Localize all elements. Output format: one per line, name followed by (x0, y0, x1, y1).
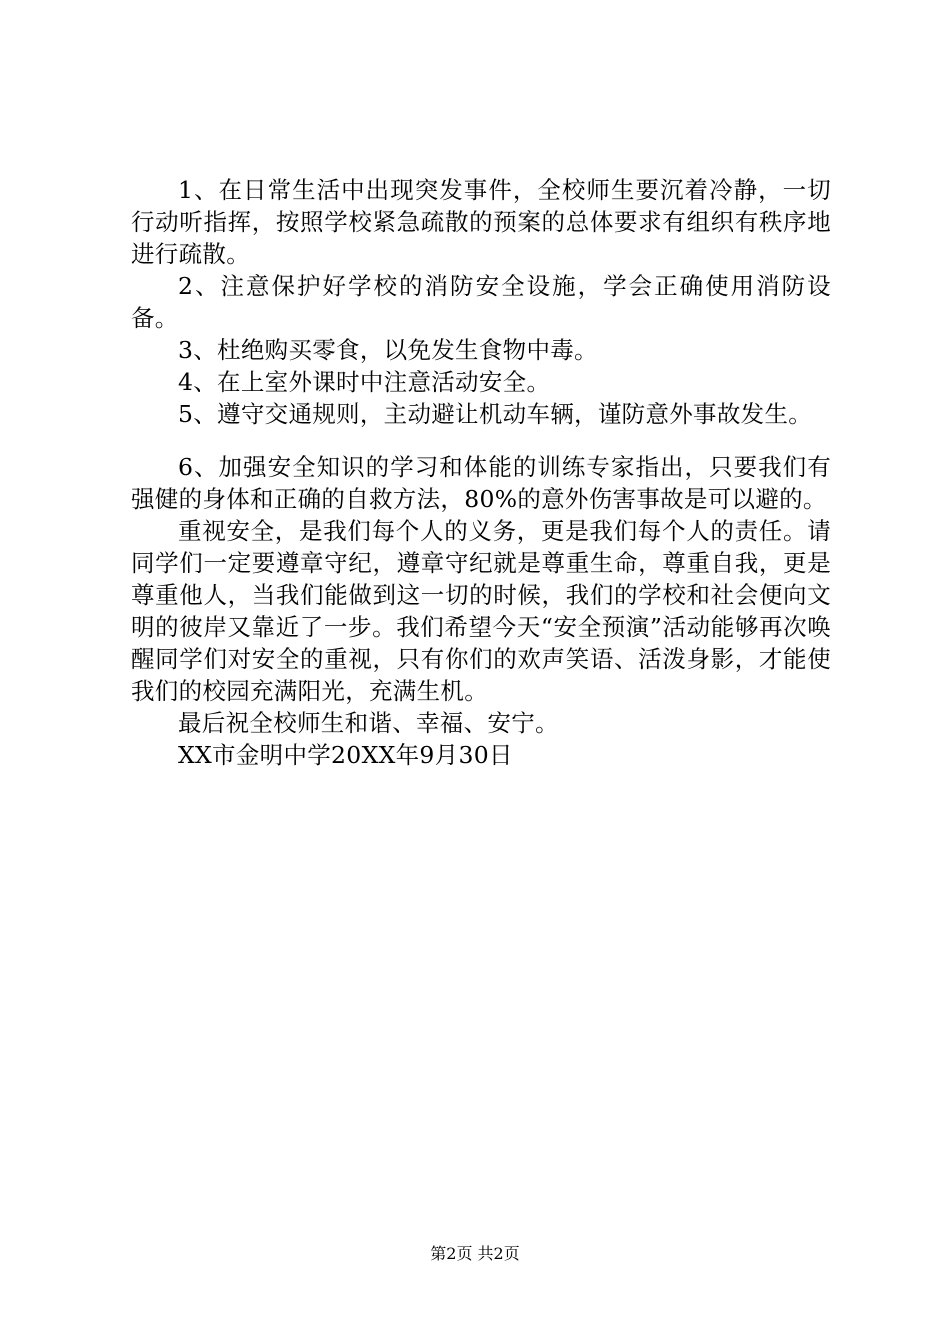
paragraph-closing-wish: 最后祝全校师生和谐、幸福、安宁。 (178, 709, 559, 737)
page-number: 第2页 共2页 (430, 1244, 520, 1263)
paragraph-item-1: 1、在日常生活中出现突发事件，全校师生要沉着冷静，一切行动听指挥，按照学校紧急疏散的预案的总体要求有组织有秩序地进行疏散。 (131, 176, 831, 268)
paragraph-item-4: 4、在上室外课时中注意活动安全。 (178, 368, 551, 396)
paragraph-item-6: 6、加强安全知识的学习和体能的训练专家指出，只要我们有强健的身体和正确的自救方法，80%的意外伤害事故是可以避的。 (131, 453, 831, 513)
paragraph-item-5: 5、遵守交通规则，主动避让机动车辆，谨防意外事故发生。 (178, 400, 813, 428)
paragraph-item-3: 3、杜绝购买零食，以免发生食物中毒。 (178, 336, 598, 364)
signature-line: XX市金明中学20XX年9月30日 (178, 741, 513, 769)
paragraph-safety-importance: 重视安全，是我们每个人的义务，更是我们每个人的责任。请同学们一定要遵章守纪，遵章守纪就是尊重生命，尊重自我，更是尊重他人，当我们能做到这一切的时候，我们的学校和社会便向文明的彼岸又靠近了一步。我们希望今天“安全预演”活动能够再次唤醒同学们对安全的重视，只有你们的欢声笑语、活泼身影，才能使我们的校园充满阳光，充满生机。 (131, 517, 831, 705)
document-body (131, 174, 831, 771)
paragraph-item-2: 2、注意保护好学校的消防安全设施，学会正确使用消防设备。 (131, 272, 831, 332)
